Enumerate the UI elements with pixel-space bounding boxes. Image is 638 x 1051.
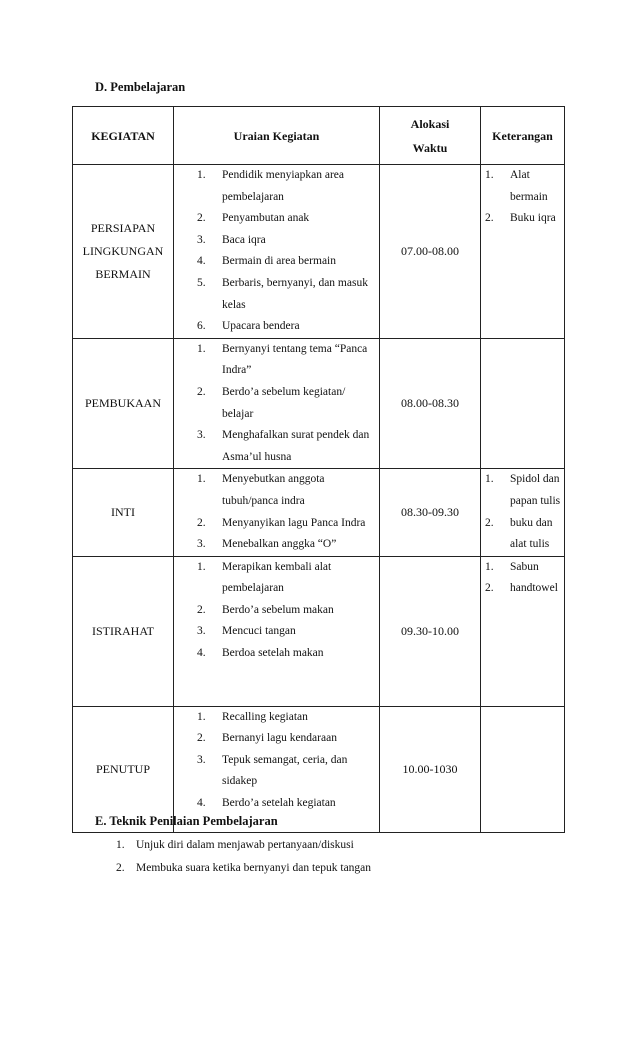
list-number: 1. — [197, 710, 206, 723]
list-item-text: Mencuci tangan — [222, 625, 296, 638]
list-number: 1. — [197, 560, 206, 573]
table-row — [73, 556, 565, 706]
list-item-text: Merapikan kembali alat pembelajaran — [222, 560, 332, 595]
list-item-text: Menebalkan anggka “O” — [222, 538, 337, 551]
list-number: 4. — [197, 797, 206, 810]
section-d-heading: D. Pembelajaran — [95, 80, 186, 94]
list-item-text: Bernyanyi tentang tema “Panca Indra” — [222, 342, 368, 377]
list-item-text: Upacara bendera — [222, 320, 300, 333]
note-item — [485, 165, 564, 208]
list-item-text: Buku iqra — [510, 212, 556, 225]
table-row — [73, 338, 565, 469]
uraian-list — [174, 707, 379, 815]
learning-activities-table — [72, 106, 565, 833]
list-item-text: Pendidik menyiapkan area pembelajaran — [222, 169, 344, 203]
kegiatan-label: PEMBUKAAN — [84, 396, 161, 411]
assessment-item — [116, 857, 371, 880]
cell-keterangan — [481, 469, 565, 556]
list-item-text: Bernanyi lagu kendaraan — [222, 732, 337, 745]
activity-item — [197, 469, 379, 512]
list-number: 1. — [485, 169, 494, 181]
activity-item — [197, 273, 379, 316]
list-number: 2. — [485, 212, 494, 225]
list-number: 4. — [197, 255, 206, 268]
list-number: 3. — [197, 625, 206, 638]
header-waktu: Waktu — [412, 140, 448, 155]
list-number: 3. — [197, 753, 206, 766]
keterangan-list — [481, 165, 564, 230]
list-item-text: Berbaris, bernyanyi, dan masuk kelas — [222, 276, 368, 311]
table-header-row — [73, 107, 565, 165]
list-item-text: Recalling kegiatan — [222, 710, 308, 723]
cell-uraian — [174, 556, 380, 706]
cell-kegiatan — [73, 165, 174, 339]
list-item-text: Baca iqra — [222, 233, 266, 246]
kegiatan-label: INTI — [111, 505, 135, 519]
assessment-item-text: Membuka suara ketika bernyanyi dan tepuk tangan — [136, 862, 372, 874]
uraian-list — [174, 165, 379, 338]
activity-item — [197, 208, 379, 230]
header-alokasi-waktu — [380, 107, 481, 165]
activity-item — [197, 728, 379, 750]
list-item-text: Sabun — [510, 560, 539, 573]
cell-keterangan — [481, 706, 565, 832]
list-item-text: Menghafalkan surat pendek dan Asma’ul husna — [222, 429, 370, 463]
table-row — [73, 469, 565, 556]
list-number: 5. — [197, 276, 206, 289]
kegiatan-label: PERSIAPAN LINGKUNGAN BERMAIN — [82, 220, 164, 281]
list-number: 2. — [197, 603, 206, 616]
assessment-item — [116, 834, 371, 857]
cell-waktu: 10.00-1030 — [380, 706, 481, 832]
activity-item — [197, 251, 379, 273]
activity-item — [197, 621, 379, 643]
cell-kegiatan — [73, 338, 174, 469]
note-item — [485, 557, 564, 579]
cell-waktu: 08.00-08.30 — [380, 338, 481, 469]
list-number: 6. — [197, 320, 206, 333]
table-body — [73, 165, 565, 833]
list-number: 1. — [197, 169, 206, 181]
list-number: 4. — [197, 647, 206, 660]
activity-item — [197, 600, 379, 622]
cell-waktu: 07.00-08.00 — [380, 165, 481, 339]
list-number: 2. — [197, 732, 206, 745]
list-number: 3. — [197, 429, 206, 442]
uraian-list — [174, 469, 379, 555]
uraian-list — [174, 557, 379, 665]
header-uraian: Uraian Kegiatan — [174, 107, 380, 165]
uraian-list — [174, 339, 379, 469]
cell-keterangan — [481, 165, 565, 339]
list-number: 2. — [197, 212, 206, 225]
activity-item — [197, 534, 379, 556]
list-number: 2. — [197, 385, 206, 398]
list-number: 1. — [197, 342, 206, 355]
list-item-text: Berdo’a setelah kegiatan — [222, 797, 336, 810]
assessment-list — [116, 834, 371, 880]
list-item-text: Menyebutkan anggota tubuh/panca indra — [222, 473, 325, 507]
activity-item — [197, 793, 379, 815]
kegiatan-label: PENUTUP — [95, 761, 150, 776]
activity-item — [197, 230, 379, 252]
cell-kegiatan — [73, 469, 174, 556]
list-item-text: Alat bermain — [510, 169, 548, 203]
activity-item — [197, 557, 379, 600]
activity-item — [197, 750, 379, 793]
list-item-text: handtowel — [510, 582, 558, 595]
activity-item — [197, 316, 379, 338]
cell-uraian — [174, 469, 380, 556]
activity-item — [197, 165, 379, 208]
keterangan-list — [481, 469, 564, 555]
note-item — [485, 513, 564, 556]
header-alokasi: Alokasi — [410, 116, 450, 131]
list-item-text: Berdo’a sebelum kegiatan/ belajar — [222, 385, 346, 420]
activity-item — [197, 643, 379, 665]
cell-keterangan — [481, 338, 565, 469]
cell-waktu: 08.30-09.30 — [380, 469, 481, 556]
list-item-text: Bermain di area bermain — [222, 255, 336, 268]
note-item — [485, 208, 564, 230]
keterangan-list — [481, 557, 564, 600]
note-item — [485, 578, 564, 600]
list-number: 2. — [197, 516, 206, 529]
list-number: 2. — [485, 516, 494, 529]
activity-item — [197, 425, 379, 468]
list-number: 1. — [485, 560, 494, 573]
table-row — [73, 165, 565, 339]
list-number: 1. — [116, 839, 125, 851]
kegiatan-label: ISTIRAHAT — [92, 623, 154, 638]
list-number: 2. — [485, 582, 494, 595]
list-item-text: Berdoa setelah makan — [222, 647, 324, 660]
list-number: 3. — [197, 233, 206, 246]
cell-keterangan — [481, 556, 565, 706]
header-kegiatan: KEGIATAN — [73, 107, 174, 165]
list-number: 3. — [197, 538, 206, 551]
list-item-text: Spidol dan papan tulis — [510, 473, 561, 507]
list-number: 1. — [485, 473, 494, 486]
list-item-text: Menyanyikan lagu Panca Indra — [222, 516, 366, 529]
list-item-text: Penyambutan anak — [222, 212, 310, 225]
activity-item — [197, 339, 379, 382]
activity-item — [197, 513, 379, 535]
note-item — [485, 469, 564, 512]
assessment-item-text: Unjuk diri dalam menjawab pertanyaan/diskusi — [136, 839, 354, 851]
list-item-text: Tepuk semangat, ceria, dan sidakep — [222, 753, 348, 788]
list-number: 1. — [197, 473, 206, 486]
header-keterangan: Keterangan — [481, 107, 565, 165]
cell-waktu: 09.30-10.00 — [380, 556, 481, 706]
cell-kegiatan — [73, 556, 174, 706]
activity-item — [197, 707, 379, 729]
section-e-heading: E. Teknik Penilaian Pembelajaran — [95, 814, 278, 828]
activity-item — [197, 382, 379, 425]
list-item-text: buku dan alat tulis — [510, 516, 553, 551]
list-number: 2. — [116, 862, 125, 874]
cell-uraian — [174, 338, 380, 469]
list-item-text: Berdo’a sebelum makan — [222, 603, 334, 616]
cell-uraian — [174, 165, 380, 339]
